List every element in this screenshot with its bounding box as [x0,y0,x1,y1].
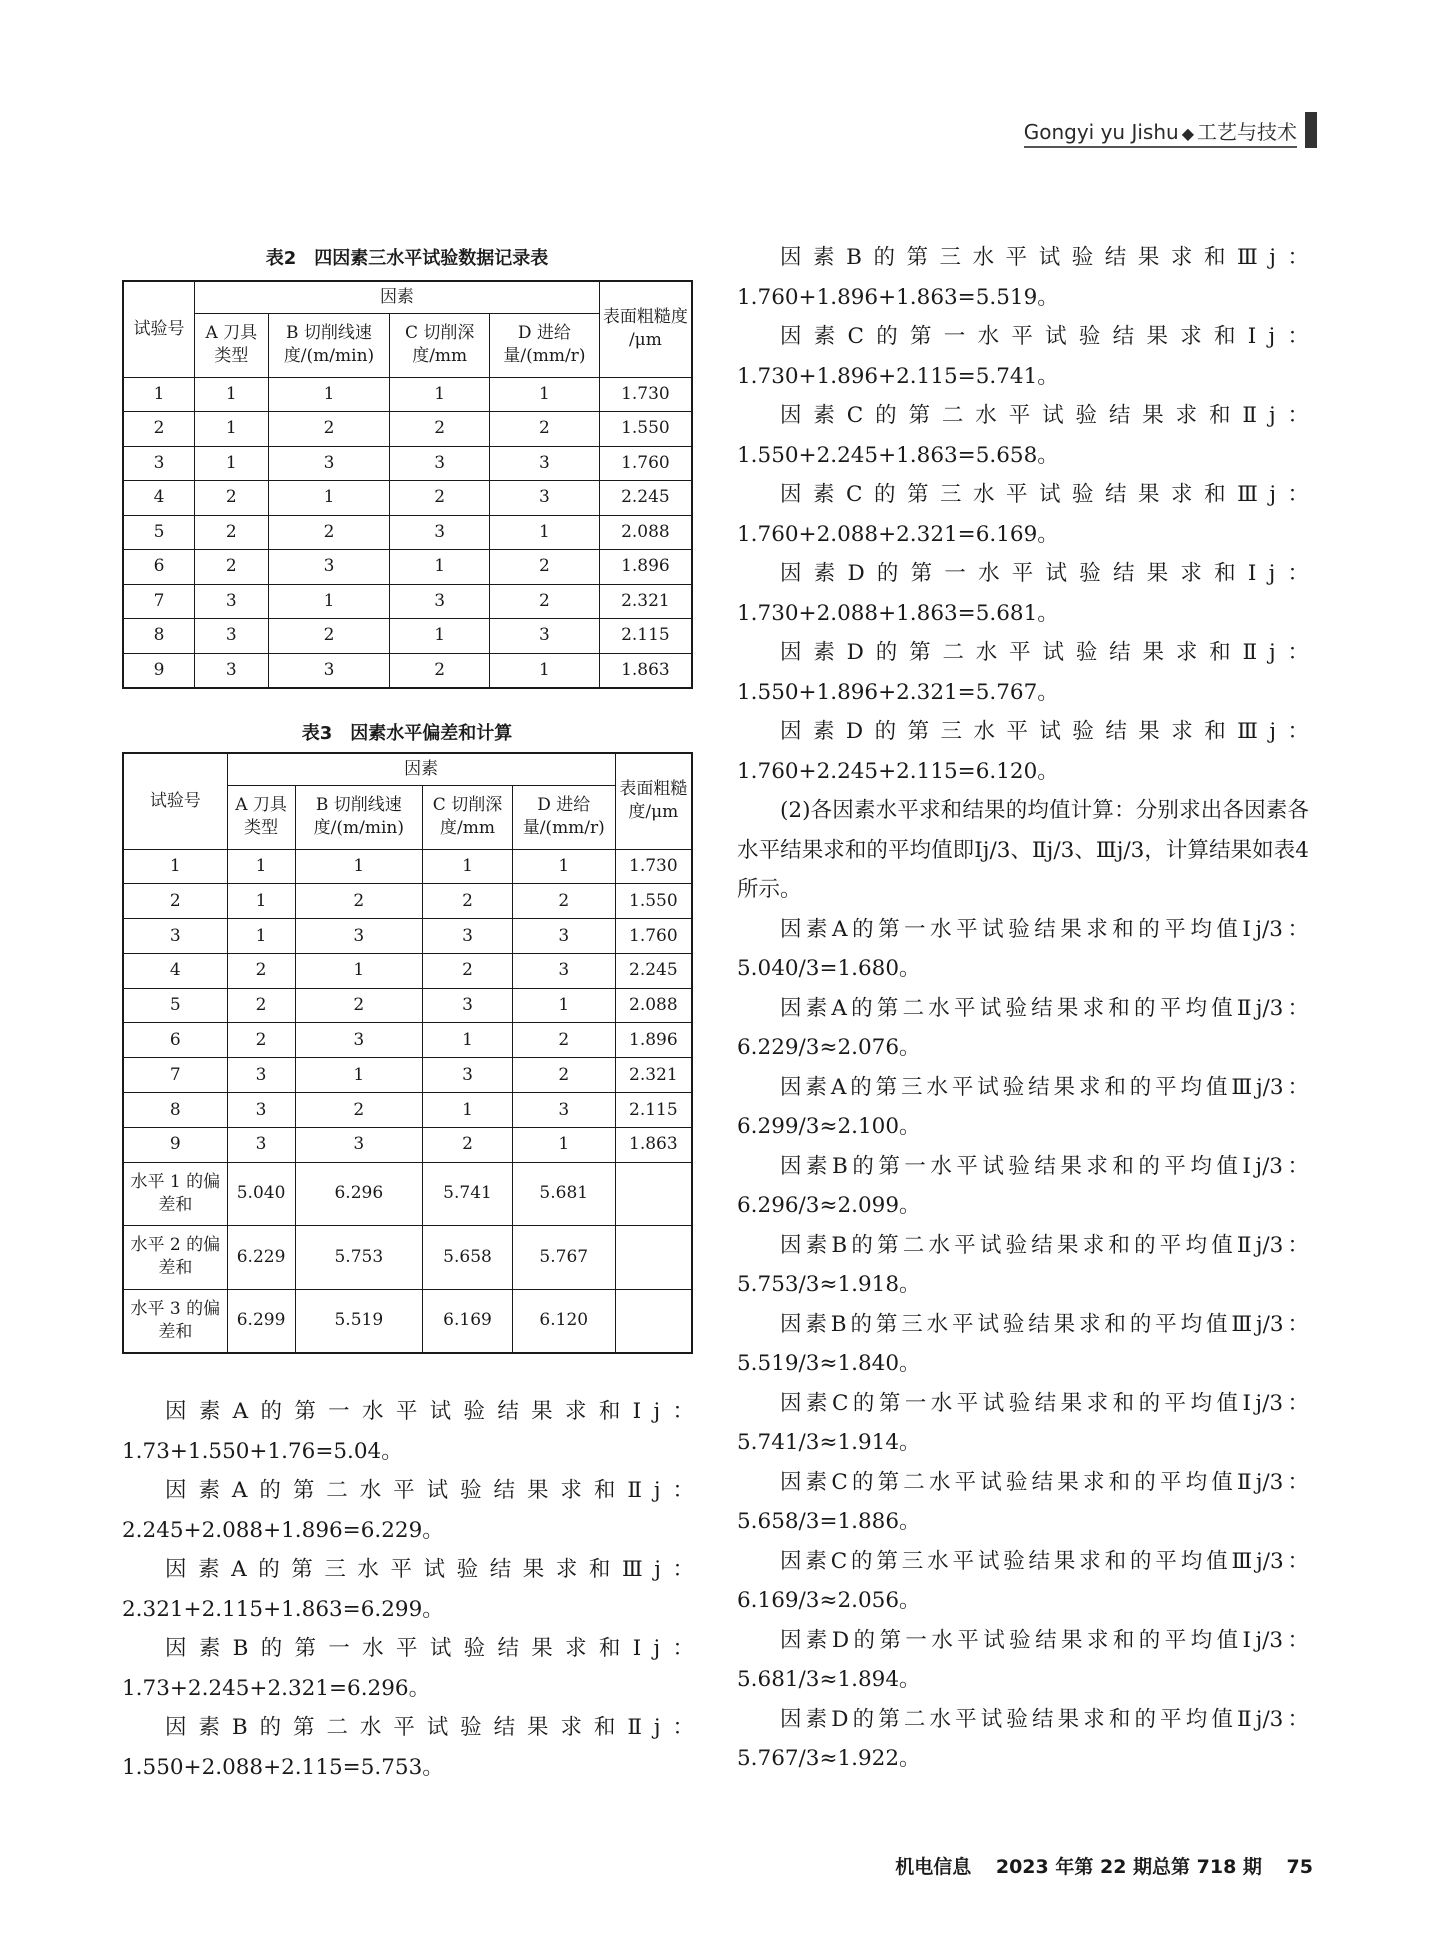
table-cell: 1.863 [615,1127,692,1162]
table-cell: 5.040 [227,1162,295,1226]
table-sum-row [123,1162,692,1226]
table-cell: 6 [123,550,195,585]
table-cell: 3 [295,1127,423,1162]
right-text-column [737,238,1309,1779]
table-row [123,849,692,884]
table-cell: 3 [490,446,600,481]
table-cell: 4 [123,953,227,988]
table2-header-factor: 因素 [195,281,600,313]
table-cell: 2 [195,550,269,585]
paragraph: 因素A的第一水平试验结果求和的平均值Ⅰj/3：5.040/3=1.680。 [737,916,1309,981]
table-cell: 5.519 [295,1289,423,1353]
table-cell: 1 [490,653,600,688]
table-cell: 2 [227,953,295,988]
running-header [1024,112,1317,148]
table-cell: 3 [423,988,513,1023]
table-cell: 2 [423,884,513,919]
table-cell: 2 [268,412,390,447]
table3-header-trial: 试验号 [123,753,227,849]
table-cell: 2 [423,953,513,988]
table-cell: 3 [490,481,600,516]
table-cell: 1 [512,1127,615,1162]
table-cell: 2 [295,988,423,1023]
table-cell: 2 [512,1058,615,1093]
table-cell: 9 [123,1127,227,1162]
table-cell: 1 [195,412,269,447]
table-cell: 9 [123,653,195,688]
table2-header-b: B 切削线速度/(m/min) [268,313,390,377]
table-row [123,481,692,516]
table-row [123,515,692,550]
table-cell: 1.730 [615,849,692,884]
table-cell: 5.741 [423,1162,513,1226]
table-row [123,1127,692,1162]
table-cell: 1.760 [615,919,692,954]
table-cell: 水平 2 的偏差和 [123,1226,227,1290]
table2-header-roughness: 表面粗糙度 /μm [599,281,692,377]
table-cell: 3 [268,446,390,481]
table-cell: 1.760 [599,446,692,481]
table2-header-trial: 试验号 [123,281,195,377]
header-prefix: Gongyi yu Jishu [1023,120,1179,144]
table-cell: 6.296 [295,1162,423,1226]
table-cell: 2 [512,1023,615,1058]
table-cell [615,1162,692,1226]
table-cell: 1 [268,584,390,619]
paragraph: 因素D的第三水平试验结果求和Ⅲj：1.760+2.245+2.115=6.120。 [737,719,1309,784]
table-row [123,550,692,585]
table-cell: 5.681 [512,1162,615,1226]
header-section: 工艺与技术 [1197,120,1297,144]
table-cell: 1 [490,377,600,412]
table-cell: 1 [295,849,423,884]
table-cell: 8 [123,1093,227,1128]
table-cell [615,1289,692,1353]
table-cell: 1 [268,377,390,412]
table-cell: 3 [390,446,490,481]
table-cell: 3 [295,1023,423,1058]
table-cell: 8 [123,619,195,654]
table-cell: 3 [227,1093,295,1128]
table-cell: 2 [123,412,195,447]
paragraph: 因素C的第三水平试验结果求和Ⅲj：1.760+2.088+2.321=6.169。 [737,482,1309,547]
table-cell: 2 [295,884,423,919]
table-cell: 2 [227,988,295,1023]
table-row [123,584,692,619]
table-cell: 2 [195,481,269,516]
table-cell: 2.088 [599,515,692,550]
paragraph: 因素C的第二水平试验结果求和Ⅱj：1.550+2.245+1.863=5.658。 [737,403,1309,468]
table-cell: 4 [123,481,195,516]
footer-issue: 2023 年第 22 期总第 718 期 [995,1856,1262,1878]
paragraph: 因素B的第二水平试验结果求和Ⅱj：1.550+2.088+2.115=5.753。 [122,1715,694,1780]
table-cell: 1 [227,884,295,919]
table-cell: 6.120 [512,1289,615,1353]
table-cell: 1 [295,953,423,988]
table2-header-d: D 进给量/(mm/r) [490,313,600,377]
page-footer [877,1852,1313,1879]
table3-header-factor: 因素 [227,753,615,785]
table-cell: 1 [423,1023,513,1058]
left-text-column [122,1392,694,1787]
table-cell: 2 [423,1127,513,1162]
table-cell: 3 [123,446,195,481]
paragraph: 因素D的第二水平试验结果求和Ⅱj：1.550+1.896+2.321=5.767。 [737,640,1309,705]
paragraph: 因素C的第一水平试验结果求和的平均值Ⅰj/3：5.741/3≈1.914。 [737,1390,1309,1455]
table-cell: 5.753 [295,1226,423,1290]
table-cell: 1.550 [599,412,692,447]
table2-header-a: A 刀具类型 [195,313,269,377]
table-cell: 3 [390,515,490,550]
paragraph: 因素C的第三水平试验结果求和的平均值Ⅲj/3：6.169/3≈2.056。 [737,1548,1309,1613]
table-cell: 1 [227,919,295,954]
table-cell: 5.658 [423,1226,513,1290]
paragraph: 因素B的第一水平试验结果求和的平均值Ⅰj/3：6.296/3≈2.099。 [737,1153,1309,1218]
table-cell: 3 [227,1127,295,1162]
table-row [123,377,692,412]
paragraph: (2)各因素水平求和结果的均值计算：分别求出各因素各水平结果求和的平均值即Ⅰj/3、Ⅱj/3、Ⅲj/3，计算结果如表4所示。 [737,798,1309,902]
table-cell: 1 [195,377,269,412]
table-row [123,988,692,1023]
table-cell: 3 [423,1058,513,1093]
table-cell: 2.088 [615,988,692,1023]
table-cell: 1.550 [615,884,692,919]
table-cell: 2 [268,619,390,654]
table-cell: 2 [268,515,390,550]
table-row [123,884,692,919]
paragraph: 因素A的第二水平试验结果求和的平均值Ⅱj/3：6.229/3≈2.076。 [737,995,1309,1060]
table-cell: 2.245 [615,953,692,988]
table-cell: 2 [490,550,600,585]
paragraph: 因素B的第三水平试验结果求和的平均值Ⅲj/3：5.519/3≈1.840。 [737,1311,1309,1376]
page-number: 75 [1286,1856,1313,1878]
table-row [123,653,692,688]
table-sum-row [123,1289,692,1353]
paragraph: 因素B的第三水平试验结果求和Ⅲj：1.760+1.896+1.863=5.519。 [737,245,1309,310]
table-cell: 3 [512,953,615,988]
table-cell: 1 [123,849,227,884]
table-cell: 3 [268,550,390,585]
table-cell: 1 [423,1093,513,1128]
table-row [123,619,692,654]
table-cell: 3 [512,919,615,954]
table-cell: 2 [490,412,600,447]
table-cell: 1.730 [599,377,692,412]
table-cell: 3 [195,619,269,654]
table3-header-b: B 切削线速度/(m/min) [295,785,423,849]
table-cell: 1 [512,849,615,884]
table2-header-c: C 切削深度/mm [390,313,490,377]
paragraph: 因素C的第一水平试验结果求和Ⅰj：1.730+1.896+2.115=5.741。 [737,324,1309,389]
header-text [1024,122,1297,148]
table3-caption: 表3 因素水平偏差和计算 [301,723,513,744]
table-cell: 1 [268,481,390,516]
table-cell: 1.896 [615,1023,692,1058]
table-cell: 3 [390,584,490,619]
paragraph: 因素A的第三水平试验结果求和Ⅲj：2.321+2.115+1.863=6.299。 [122,1557,694,1622]
table-cell: 7 [123,584,195,619]
header-bar [1305,112,1317,148]
paragraph: 因素C的第二水平试验结果求和的平均值Ⅱj/3：5.658/3=1.886。 [737,1469,1309,1534]
table3-header-d: D 进给量/(mm/r) [512,785,615,849]
table-cell: 2.115 [615,1093,692,1128]
table-cell: 2 [390,412,490,447]
table3-header-c: C 切削深度/mm [423,785,513,849]
paragraph: 因素A的第三水平试验结果求和的平均值Ⅲj/3：6.299/3≈2.100。 [737,1074,1309,1139]
table-cell: 2.321 [615,1058,692,1093]
table-cell: 3 [490,619,600,654]
table-cell [615,1226,692,1290]
table-cell: 2 [490,584,600,619]
table-cell: 2.115 [599,619,692,654]
table3 [122,752,693,1354]
table-cell: 1 [490,515,600,550]
table3-header-roughness: 表面粗糙度/μm [615,753,692,849]
table-cell: 6 [123,1023,227,1058]
table-cell: 2 [227,1023,295,1058]
table-cell: 2 [512,884,615,919]
table-cell: 3 [195,584,269,619]
table-cell: 1 [390,619,490,654]
table-cell: 3 [123,919,227,954]
paragraph: 因素B的第一水平试验结果求和Ⅰj：1.73+2.245+2.321=6.296。 [122,1636,694,1701]
table-cell: 1 [390,550,490,585]
table-cell: 5.767 [512,1226,615,1290]
table-cell: 2.245 [599,481,692,516]
paragraph: 因素A的第二水平试验结果求和Ⅱj：2.245+2.088+1.896=6.229。 [122,1478,694,1543]
table-cell: 1 [295,1058,423,1093]
table-row [123,953,692,988]
table-cell: 1 [512,988,615,1023]
table-row [123,1058,692,1093]
table-cell: 2 [295,1093,423,1128]
table-cell: 1 [123,377,195,412]
table-cell: 3 [512,1093,615,1128]
paragraph: 因素D的第一水平试验结果求和Ⅰj：1.730+2.088+1.863=5.681。 [737,561,1309,626]
table-cell: 2 [195,515,269,550]
table-cell: 7 [123,1058,227,1093]
table-cell: 6.229 [227,1226,295,1290]
table-cell: 1 [195,446,269,481]
table-cell: 2 [123,884,227,919]
table-row [123,919,692,954]
table-row [123,1023,692,1058]
table-cell: 6.169 [423,1289,513,1353]
paragraph: 因素D的第一水平试验结果求和的平均值Ⅰj/3：5.681/3≈1.894。 [737,1627,1309,1692]
paragraph: 因素B的第二水平试验结果求和的平均值Ⅱj/3：5.753/3≈1.918。 [737,1232,1309,1297]
table-cell: 5 [123,988,227,1023]
paragraph: 因素D的第二水平试验结果求和的平均值Ⅱj/3：5.767/3≈1.922。 [737,1706,1309,1771]
table-cell: 2.321 [599,584,692,619]
paragraph: 因素A的第一水平试验结果求和Ⅰj：1.73+1.550+1.76=5.04。 [122,1399,694,1464]
table-cell: 2 [390,481,490,516]
table-cell: 1.896 [599,550,692,585]
table-cell: 3 [195,653,269,688]
table-cell: 3 [227,1058,295,1093]
table-cell: 水平 3 的偏差和 [123,1289,227,1353]
table2 [122,280,693,689]
table-cell: 3 [295,919,423,954]
table-row [123,412,692,447]
table-cell: 2 [390,653,490,688]
table-sum-row [123,1226,692,1290]
table-row [123,1093,692,1128]
table-cell: 6.299 [227,1289,295,1353]
table3-header-a: A 刀具类型 [227,785,295,849]
table-cell: 1 [423,849,513,884]
table-cell: 3 [268,653,390,688]
table-row [123,446,692,481]
table2-caption: 表2 四因素三水平试验数据记录表 [265,248,549,269]
footer-journal: 机电信息 [895,1856,972,1878]
table-cell: 3 [423,919,513,954]
table-cell: 1 [227,849,295,884]
table-cell: 1.863 [599,653,692,688]
diamond-icon: ◆ [1181,124,1194,143]
table-cell: 1 [390,377,490,412]
table-cell: 水平 1 的偏差和 [123,1162,227,1226]
table-cell: 5 [123,515,195,550]
